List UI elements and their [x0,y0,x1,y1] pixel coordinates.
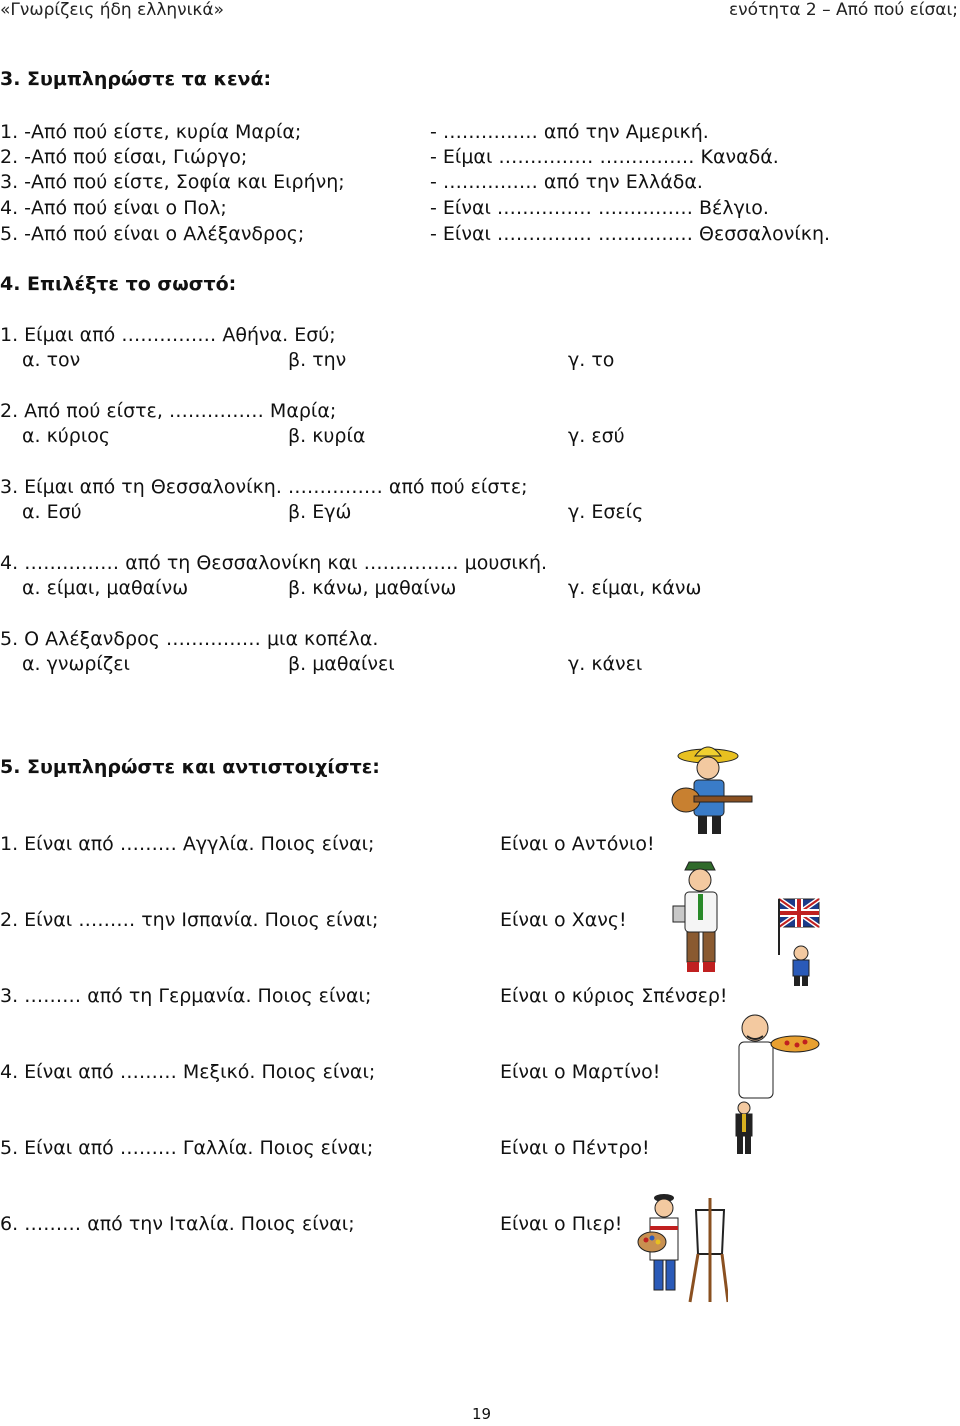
mexican-guitarist-illustration [660,742,760,838]
s4-stem-5: 5. Ο Αλέξανδρος …………… μια κοπέλα. [0,628,379,650]
s4-opt-2a: α. κύριος [22,425,111,447]
bavarian-man-illustration [665,858,735,980]
s4-stem-1: 1. Είμαι από …………… Αθήνα. Εσύ; [0,324,336,346]
british-boy-flag-illustration [765,895,825,987]
s5-right-2: Είναι ο Χανς! [500,909,627,931]
s4-opt-4b: β. κάνω, μαθαίνω [288,577,457,599]
s3-q3: 3. -Από πού είστε, Σοφία και Ειρήνη; [0,171,345,193]
s5-right-6: Είναι ο Πιερ! [500,1213,623,1235]
s4-opt-3c: γ. Εσείς [568,501,644,523]
s3-q4: 4. -Από πού είναι ο Πολ; [0,197,227,219]
s4-opt-2b: β. κυρία [288,425,366,447]
s3-a2: - Είμαι …………… …………… Καναδά. [430,146,779,168]
s4-stem-2: 2. Από πού είστε, …………… Μαρία; [0,400,337,422]
s3-q1: 1. -Από πού είστε, κυρία Μαρία; [0,121,302,143]
s5-right-5: Είναι ο Πέντρο! [500,1137,650,1159]
section-3-title: 3. Συμπληρώστε τα κενά: [0,68,272,90]
s5-left-3: 3. ……… από τη Γερμανία. Ποιος είναι; [0,985,372,1007]
s3-q2: 2. -Από πού είσαι, Γιώργο; [0,146,248,168]
s3-a4: - Είναι …………… …………… Βέλγιο. [430,197,769,219]
s4-opt-2c: γ. εσύ [568,425,625,447]
s3-a1: - …………… από την Αμερική. [430,121,709,143]
s4-opt-1b: β. την [288,349,347,371]
s4-stem-4: 4. …………… από τη Θεσσαλονίκη και …………… μουσική. [0,552,548,574]
page-number: 19 [472,1405,492,1423]
s5-left-4: 4. Είναι από ……… Μεξικό. Ποιος είναι; [0,1061,376,1083]
s5-right-4: Είναι ο Μαρτίνο! [500,1061,661,1083]
s4-opt-5c: γ. κάνει [568,653,643,675]
s4-opt-1a: α. τον [22,349,81,371]
s4-opt-4a: α. είμαι, μαθαίνω [22,577,189,599]
s5-right-1: Είναι ο Αντόνιο! [500,833,655,855]
s3-q5: 5. -Από πού είναι ο Αλέξανδρος; [0,223,305,245]
s4-opt-3a: α. Εσύ [22,501,82,523]
s4-opt-1c: γ. το [568,349,615,371]
s5-left-5: 5. Είναι από ……… Γαλλία. Ποιος είναι; [0,1137,374,1159]
french-painter-illustration [636,1190,728,1306]
s3-a5: - Είναι …………… …………… Θεσσαλονίκη. [430,223,831,245]
italian-pizza-chef-illustration [725,1010,825,1102]
s4-opt-3b: β. Εγώ [288,501,352,523]
header-left: «Γνωρίζεις ήδη ελληνικά» [0,0,225,20]
header-right: ενότητα 2 – Από πού είσαι; [728,0,958,20]
spanish-man-illustration [728,1100,760,1156]
s5-right-3: Είναι ο κύριος Σπένσερ! [500,985,728,1007]
s4-opt-5b: β. μαθαίνει [288,653,395,675]
s5-left-6: 6. ……… από την Ιταλία. Ποιος είναι; [0,1213,355,1235]
s5-left-1: 1. Είναι από ……… Αγγλία. Ποιος είναι; [0,833,375,855]
s4-stem-3: 3. Είμαι από τη Θεσσαλονίκη. …………… από πού είστε; [0,476,528,498]
s5-left-2: 2. Είναι ……… την Ισπανία. Ποιος είναι; [0,909,379,931]
s3-a3: - …………… από την Ελλάδα. [430,171,703,193]
s4-opt-4c: γ. είμαι, κάνω [568,577,702,599]
s4-opt-5a: α. γνωρίζει [22,653,130,675]
section-5-title: 5. Συμπληρώστε και αντιστοιχίστε: [0,756,380,778]
section-4-title: 4. Επιλέξτε το σωστό: [0,273,237,295]
